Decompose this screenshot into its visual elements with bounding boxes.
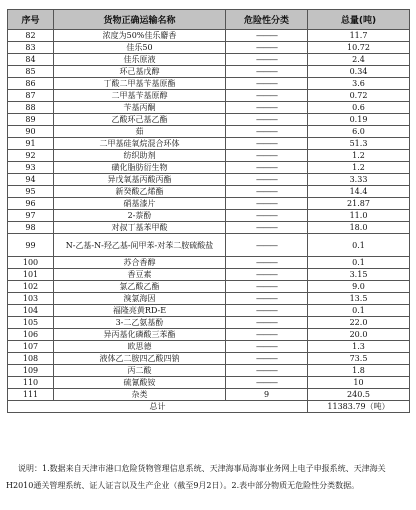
row-class: ——— bbox=[226, 377, 308, 389]
row-class: ——— bbox=[226, 174, 308, 186]
row-class: ——— bbox=[226, 198, 308, 210]
row-total: 13.5 bbox=[308, 293, 410, 305]
table-row bbox=[8, 174, 410, 186]
table-row bbox=[8, 305, 410, 317]
row-number: 100 bbox=[8, 257, 54, 269]
row-number: 82 bbox=[8, 30, 54, 42]
row-class: 9 bbox=[226, 389, 308, 401]
row-name: 浓度为50%佳乐麝香 bbox=[54, 30, 226, 42]
total-label: 总计 bbox=[8, 401, 308, 413]
goods-table bbox=[7, 9, 410, 413]
total-row bbox=[8, 401, 410, 413]
row-name: 杂类 bbox=[54, 389, 226, 401]
row-number: 85 bbox=[8, 66, 54, 78]
row-name: 佳乐原液 bbox=[54, 54, 226, 66]
row-name: 磺化脂肪衍生物 bbox=[54, 162, 226, 174]
row-total: 0.34 bbox=[308, 66, 410, 78]
row-number: 87 bbox=[8, 90, 54, 102]
row-total: 10 bbox=[308, 377, 410, 389]
row-total: 1.8 bbox=[308, 365, 410, 377]
row-class: ——— bbox=[226, 114, 308, 126]
row-number: 97 bbox=[8, 210, 54, 222]
row-class: ——— bbox=[226, 42, 308, 54]
row-name: 乙酸环己基乙酯 bbox=[54, 114, 226, 126]
row-class: ——— bbox=[226, 305, 308, 317]
row-total: 0.72 bbox=[308, 90, 410, 102]
row-name: 二甲基硅氧烷混合环体 bbox=[54, 138, 226, 150]
row-class: ——— bbox=[226, 353, 308, 365]
row-total: 73.5 bbox=[308, 353, 410, 365]
row-total: 11.7 bbox=[308, 30, 410, 42]
row-total: 0.1 bbox=[308, 257, 410, 269]
row-name: 溴氯海因 bbox=[54, 293, 226, 305]
row-class: ——— bbox=[226, 281, 308, 293]
table-row bbox=[8, 389, 410, 401]
row-class: ——— bbox=[226, 222, 308, 234]
total-value: 11383.79（吨） bbox=[308, 401, 410, 413]
row-total: 0.6 bbox=[308, 102, 410, 114]
row-number: 110 bbox=[8, 377, 54, 389]
header-no: 序号 bbox=[8, 10, 54, 30]
row-total: 1.2 bbox=[308, 150, 410, 162]
row-name: 佳乐50 bbox=[54, 42, 226, 54]
table-row bbox=[8, 90, 410, 102]
row-name: 异戊氧基丙酸丙酯 bbox=[54, 174, 226, 186]
row-number: 103 bbox=[8, 293, 54, 305]
row-total: 3.33 bbox=[308, 174, 410, 186]
row-number: 98 bbox=[8, 222, 54, 234]
row-number: 86 bbox=[8, 78, 54, 90]
row-total: 3.15 bbox=[308, 269, 410, 281]
row-total: 14.4 bbox=[308, 186, 410, 198]
row-number: 95 bbox=[8, 186, 54, 198]
row-number: 109 bbox=[8, 365, 54, 377]
row-number: 90 bbox=[8, 126, 54, 138]
row-total: 20.0 bbox=[308, 329, 410, 341]
row-number: 108 bbox=[8, 353, 54, 365]
table-row bbox=[8, 234, 410, 257]
table-row bbox=[8, 162, 410, 174]
row-name: 欧思德 bbox=[54, 341, 226, 353]
header-total: 总量(吨) bbox=[308, 10, 410, 30]
row-class: ——— bbox=[226, 317, 308, 329]
row-class: ——— bbox=[226, 66, 308, 78]
row-number: 106 bbox=[8, 329, 54, 341]
row-name: 香豆素 bbox=[54, 269, 226, 281]
row-number: 94 bbox=[8, 174, 54, 186]
row-total: 1.2 bbox=[308, 162, 410, 174]
row-class: ——— bbox=[226, 329, 308, 341]
row-name: 硫氰酸铵 bbox=[54, 377, 226, 389]
row-name: 丁酸二甲基苄基原酯 bbox=[54, 78, 226, 90]
row-total: 6.0 bbox=[308, 126, 410, 138]
row-total: 0.1 bbox=[308, 234, 410, 257]
row-total: 3.6 bbox=[308, 78, 410, 90]
row-number: 99 bbox=[8, 234, 54, 257]
row-total: 0.19 bbox=[308, 114, 410, 126]
row-total: 9.0 bbox=[308, 281, 410, 293]
table-row bbox=[8, 138, 410, 150]
row-number: 101 bbox=[8, 269, 54, 281]
table-row bbox=[8, 186, 410, 198]
table-row bbox=[8, 198, 410, 210]
table-row bbox=[8, 150, 410, 162]
table-row bbox=[8, 365, 410, 377]
table-row bbox=[8, 341, 410, 353]
row-total: 0.1 bbox=[308, 305, 410, 317]
row-total: 21.87 bbox=[308, 198, 410, 210]
row-name: 丙二酸 bbox=[54, 365, 226, 377]
row-class: ——— bbox=[226, 210, 308, 222]
header-name: 货物正确运输名称 bbox=[54, 10, 226, 30]
row-number: 96 bbox=[8, 198, 54, 210]
table-row bbox=[8, 257, 410, 269]
table-row bbox=[8, 269, 410, 281]
row-name: 茹 bbox=[54, 126, 226, 138]
row-name: 对叔丁基苯甲酸 bbox=[54, 222, 226, 234]
row-number: 83 bbox=[8, 42, 54, 54]
table-row bbox=[8, 222, 410, 234]
row-class: ——— bbox=[226, 234, 308, 257]
table-row bbox=[8, 126, 410, 138]
row-class: ——— bbox=[226, 257, 308, 269]
row-class: ——— bbox=[226, 102, 308, 114]
row-number: 88 bbox=[8, 102, 54, 114]
row-name: 环己基戊醇 bbox=[54, 66, 226, 78]
header-row bbox=[8, 10, 410, 30]
row-total: 1.3 bbox=[308, 341, 410, 353]
table-row bbox=[8, 293, 410, 305]
row-class: ——— bbox=[226, 293, 308, 305]
row-number: 107 bbox=[8, 341, 54, 353]
row-number: 93 bbox=[8, 162, 54, 174]
row-name: 硝基漆片 bbox=[54, 198, 226, 210]
row-name: 纺织助剂 bbox=[54, 150, 226, 162]
row-total: 240.5 bbox=[308, 389, 410, 401]
row-total: 51.3 bbox=[308, 138, 410, 150]
table-row bbox=[8, 329, 410, 341]
row-total: 2.4 bbox=[308, 54, 410, 66]
table-body bbox=[8, 30, 410, 401]
row-class: ——— bbox=[226, 186, 308, 198]
table-row bbox=[8, 54, 410, 66]
row-class: ——— bbox=[226, 162, 308, 174]
row-number: 92 bbox=[8, 150, 54, 162]
row-class: ——— bbox=[226, 341, 308, 353]
row-number: 102 bbox=[8, 281, 54, 293]
note-text: 说明：1.数据来自天津市港口危险货物管理信息系统、天津海事局海事业务网上电子申报系统、天津海关H2010通关管理系统、证人证言以及生产企业（截至9月2日）。2.表中部分物质无危险性分类数据。 bbox=[6, 464, 386, 490]
row-class: ——— bbox=[226, 126, 308, 138]
row-class: ——— bbox=[226, 90, 308, 102]
row-name: 福隆亮黄RD-E bbox=[54, 305, 226, 317]
table-row bbox=[8, 353, 410, 365]
row-total: 11.0 bbox=[308, 210, 410, 222]
row-class: ——— bbox=[226, 150, 308, 162]
table-row bbox=[8, 30, 410, 42]
header-class: 危险性分类 bbox=[226, 10, 308, 30]
row-name: 3-二乙氨基酚 bbox=[54, 317, 226, 329]
row-name: 苏合香醇 bbox=[54, 257, 226, 269]
row-class: ——— bbox=[226, 365, 308, 377]
row-class: ——— bbox=[226, 30, 308, 42]
table-row bbox=[8, 102, 410, 114]
row-name: 二甲基苄基原醇 bbox=[54, 90, 226, 102]
table-row bbox=[8, 66, 410, 78]
row-name: 苄基丙酮 bbox=[54, 102, 226, 114]
row-number: 105 bbox=[8, 317, 54, 329]
row-name: 液体乙二胺四乙酸四钠 bbox=[54, 353, 226, 365]
table-row bbox=[8, 114, 410, 126]
row-number: 84 bbox=[8, 54, 54, 66]
row-class: ——— bbox=[226, 269, 308, 281]
table-row bbox=[8, 78, 410, 90]
table-row bbox=[8, 281, 410, 293]
row-total: 22.0 bbox=[308, 317, 410, 329]
row-total: 10.72 bbox=[308, 42, 410, 54]
table-row bbox=[8, 42, 410, 54]
row-name: 新癸酸乙烯酯 bbox=[54, 186, 226, 198]
row-number: 111 bbox=[8, 389, 54, 401]
row-number: 91 bbox=[8, 138, 54, 150]
row-number: 104 bbox=[8, 305, 54, 317]
row-name: N-乙基-N-羟乙基-间甲苯-对苯二胺硫酸盐 bbox=[54, 234, 226, 257]
row-name: 2-萘酚 bbox=[54, 210, 226, 222]
goods-table-container bbox=[7, 9, 409, 413]
table-row bbox=[8, 377, 410, 389]
row-total: 18.0 bbox=[308, 222, 410, 234]
row-class: ——— bbox=[226, 54, 308, 66]
table-header bbox=[8, 10, 410, 30]
table-note bbox=[6, 460, 410, 494]
table-footer bbox=[8, 401, 410, 413]
row-class: ——— bbox=[226, 138, 308, 150]
table-row bbox=[8, 317, 410, 329]
table-row bbox=[8, 210, 410, 222]
row-name: 异丙基化磷酸三苯酯 bbox=[54, 329, 226, 341]
row-number: 89 bbox=[8, 114, 54, 126]
row-class: ——— bbox=[226, 78, 308, 90]
row-name: 氯乙酸乙酯 bbox=[54, 281, 226, 293]
